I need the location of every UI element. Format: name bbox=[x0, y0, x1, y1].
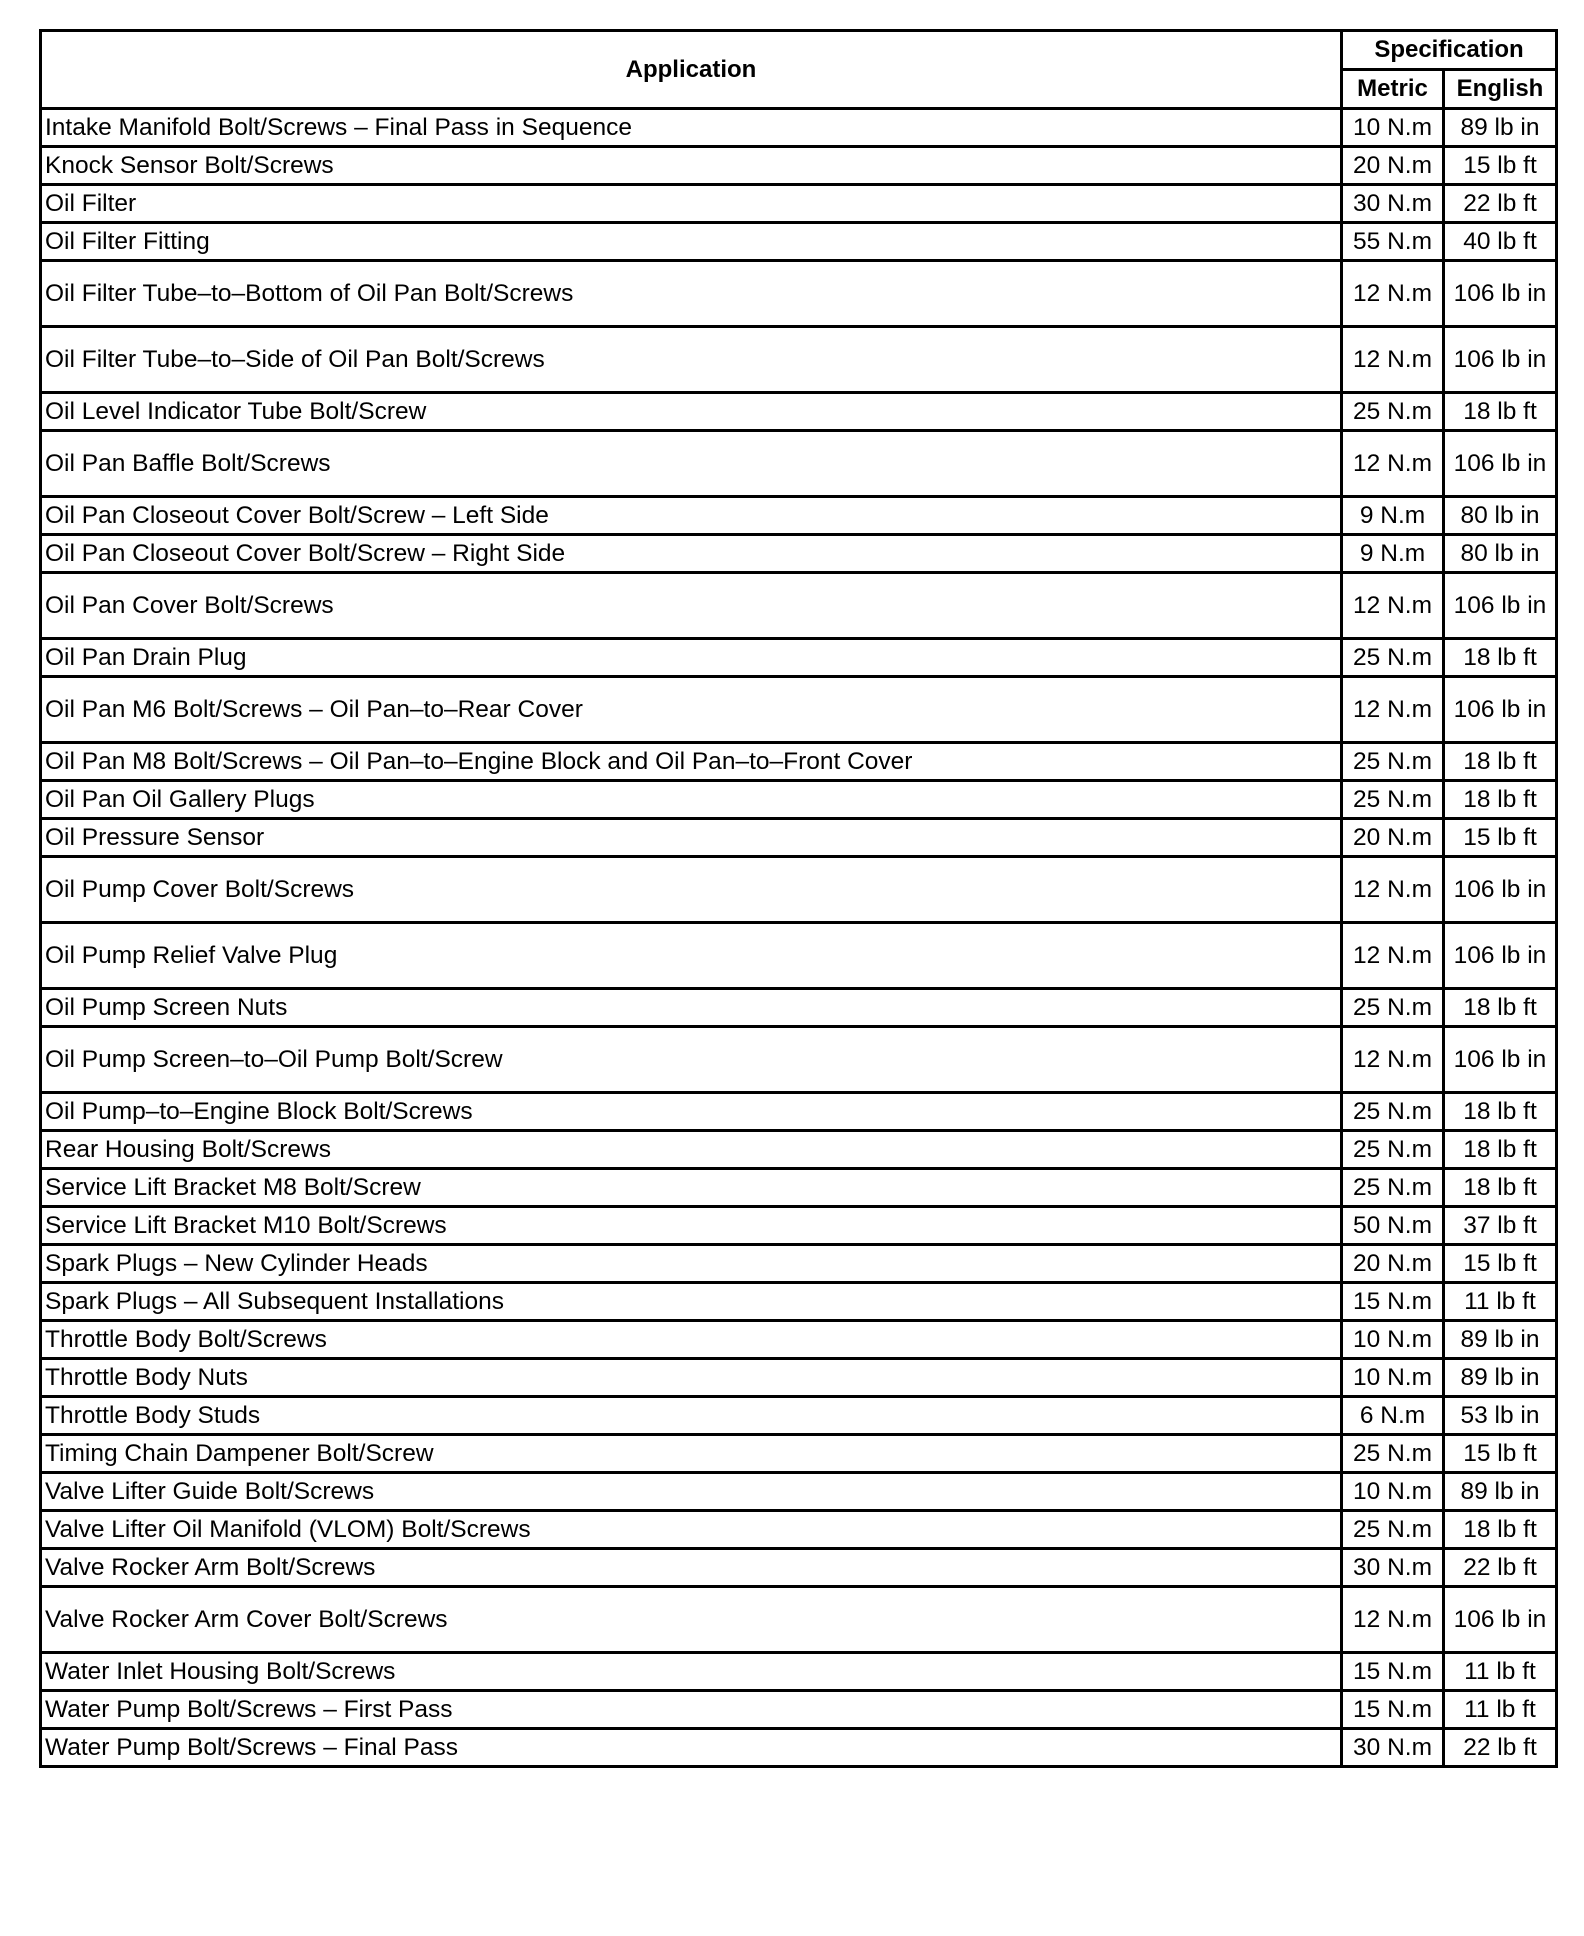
header-application: Application bbox=[41, 31, 1342, 109]
table-row bbox=[41, 109, 1557, 147]
application-cell: Timing Chain Dampener Bolt/Screw bbox=[41, 1435, 1342, 1473]
english-cell: 89 lb in bbox=[1444, 109, 1557, 147]
english-cell: 80 lb in bbox=[1444, 535, 1557, 573]
metric-cell: 25 N.m bbox=[1342, 989, 1444, 1027]
table-body bbox=[41, 109, 1557, 1767]
metric-cell: 15 N.m bbox=[1342, 1653, 1444, 1691]
table-row bbox=[41, 1729, 1557, 1767]
metric-cell: 25 N.m bbox=[1342, 781, 1444, 819]
english-cell: 18 lb ft bbox=[1444, 1093, 1557, 1131]
table-row bbox=[41, 1653, 1557, 1691]
english-cell: 15 lb ft bbox=[1444, 1245, 1557, 1283]
header-english: English bbox=[1444, 70, 1557, 109]
english-cell: 22 lb ft bbox=[1444, 185, 1557, 223]
table-row bbox=[41, 743, 1557, 781]
metric-cell: 20 N.m bbox=[1342, 819, 1444, 857]
table-row bbox=[41, 1131, 1557, 1169]
english-cell: 22 lb ft bbox=[1444, 1729, 1557, 1767]
table-row bbox=[41, 639, 1557, 677]
table-row bbox=[41, 819, 1557, 857]
english-cell: 106 lb in bbox=[1444, 431, 1557, 497]
english-cell: 89 lb in bbox=[1444, 1473, 1557, 1511]
application-cell: Oil Pan M6 Bolt/Screws – Oil Pan–to–Rear Cover bbox=[41, 677, 1342, 743]
english-cell: 18 lb ft bbox=[1444, 743, 1557, 781]
metric-cell: 25 N.m bbox=[1342, 1511, 1444, 1549]
english-cell: 11 lb ft bbox=[1444, 1691, 1557, 1729]
application-cell: Oil Pump Relief Valve Plug bbox=[41, 923, 1342, 989]
english-cell: 18 lb ft bbox=[1444, 393, 1557, 431]
application-cell: Oil Pan Oil Gallery Plugs bbox=[41, 781, 1342, 819]
metric-cell: 10 N.m bbox=[1342, 1359, 1444, 1397]
application-cell: Spark Plugs – New Cylinder Heads bbox=[41, 1245, 1342, 1283]
metric-cell: 12 N.m bbox=[1342, 431, 1444, 497]
metric-cell: 12 N.m bbox=[1342, 857, 1444, 923]
table-row bbox=[41, 393, 1557, 431]
table-row bbox=[41, 857, 1557, 923]
metric-cell: 12 N.m bbox=[1342, 327, 1444, 393]
application-cell: Oil Pressure Sensor bbox=[41, 819, 1342, 857]
table-row bbox=[41, 223, 1557, 261]
table-row bbox=[41, 989, 1557, 1027]
application-cell: Oil Pan Closeout Cover Bolt/Screw – Right Side bbox=[41, 535, 1342, 573]
application-cell: Oil Filter bbox=[41, 185, 1342, 223]
table-row bbox=[41, 1359, 1557, 1397]
english-cell: 89 lb in bbox=[1444, 1321, 1557, 1359]
table-row bbox=[41, 327, 1557, 393]
table-row bbox=[41, 1549, 1557, 1587]
application-cell: Oil Pan M8 Bolt/Screws – Oil Pan–to–Engine Block and Oil Pan–to–Front Cover bbox=[41, 743, 1342, 781]
english-cell: 106 lb in bbox=[1444, 261, 1557, 327]
table-row bbox=[41, 923, 1557, 989]
metric-cell: 6 N.m bbox=[1342, 1397, 1444, 1435]
metric-cell: 25 N.m bbox=[1342, 1169, 1444, 1207]
english-cell: 18 lb ft bbox=[1444, 989, 1557, 1027]
metric-cell: 15 N.m bbox=[1342, 1691, 1444, 1729]
table-row bbox=[41, 1691, 1557, 1729]
table-row bbox=[41, 1245, 1557, 1283]
english-cell: 106 lb in bbox=[1444, 677, 1557, 743]
application-cell: Oil Pump Cover Bolt/Screws bbox=[41, 857, 1342, 923]
application-cell: Oil Filter Tube–to–Side of Oil Pan Bolt/Screws bbox=[41, 327, 1342, 393]
table-row bbox=[41, 147, 1557, 185]
application-cell: Service Lift Bracket M8 Bolt/Screw bbox=[41, 1169, 1342, 1207]
table-row bbox=[41, 1473, 1557, 1511]
header-specification: Specification bbox=[1342, 31, 1557, 70]
application-cell: Oil Level Indicator Tube Bolt/Screw bbox=[41, 393, 1342, 431]
application-cell: Spark Plugs – All Subsequent Installations bbox=[41, 1283, 1342, 1321]
metric-cell: 30 N.m bbox=[1342, 1729, 1444, 1767]
english-cell: 106 lb in bbox=[1444, 1587, 1557, 1653]
table-row bbox=[41, 1093, 1557, 1131]
table-row bbox=[41, 1321, 1557, 1359]
english-cell: 53 lb in bbox=[1444, 1397, 1557, 1435]
application-cell: Rear Housing Bolt/Screws bbox=[41, 1131, 1342, 1169]
table-row bbox=[41, 497, 1557, 535]
application-cell: Valve Lifter Guide Bolt/Screws bbox=[41, 1473, 1342, 1511]
table-row bbox=[41, 781, 1557, 819]
application-cell: Oil Filter Tube–to–Bottom of Oil Pan Bolt/Screws bbox=[41, 261, 1342, 327]
table-row bbox=[41, 535, 1557, 573]
application-cell: Oil Pump Screen–to–Oil Pump Bolt/Screw bbox=[41, 1027, 1342, 1093]
metric-cell: 30 N.m bbox=[1342, 185, 1444, 223]
metric-cell: 12 N.m bbox=[1342, 923, 1444, 989]
torque-spec-table bbox=[39, 29, 1558, 1768]
application-cell: Throttle Body Bolt/Screws bbox=[41, 1321, 1342, 1359]
metric-cell: 10 N.m bbox=[1342, 1321, 1444, 1359]
application-cell: Oil Pump Screen Nuts bbox=[41, 989, 1342, 1027]
table-row bbox=[41, 1283, 1557, 1321]
english-cell: 18 lb ft bbox=[1444, 1169, 1557, 1207]
metric-cell: 10 N.m bbox=[1342, 109, 1444, 147]
application-cell: Valve Rocker Arm Cover Bolt/Screws bbox=[41, 1587, 1342, 1653]
application-cell: Oil Pan Closeout Cover Bolt/Screw – Left Side bbox=[41, 497, 1342, 535]
english-cell: 15 lb ft bbox=[1444, 1435, 1557, 1473]
table-header bbox=[41, 31, 1557, 109]
application-cell: Water Inlet Housing Bolt/Screws bbox=[41, 1653, 1342, 1691]
metric-cell: 25 N.m bbox=[1342, 393, 1444, 431]
metric-cell: 20 N.m bbox=[1342, 147, 1444, 185]
table-row bbox=[41, 431, 1557, 497]
english-cell: 18 lb ft bbox=[1444, 781, 1557, 819]
metric-cell: 20 N.m bbox=[1342, 1245, 1444, 1283]
table-row bbox=[41, 1027, 1557, 1093]
metric-cell: 12 N.m bbox=[1342, 1027, 1444, 1093]
english-cell: 15 lb ft bbox=[1444, 819, 1557, 857]
table-row bbox=[41, 1397, 1557, 1435]
english-cell: 106 lb in bbox=[1444, 857, 1557, 923]
english-cell: 11 lb ft bbox=[1444, 1653, 1557, 1691]
metric-cell: 55 N.m bbox=[1342, 223, 1444, 261]
table-row bbox=[41, 1169, 1557, 1207]
metric-cell: 12 N.m bbox=[1342, 573, 1444, 639]
english-cell: 11 lb ft bbox=[1444, 1283, 1557, 1321]
english-cell: 18 lb ft bbox=[1444, 1131, 1557, 1169]
metric-cell: 25 N.m bbox=[1342, 639, 1444, 677]
english-cell: 37 lb ft bbox=[1444, 1207, 1557, 1245]
english-cell: 106 lb in bbox=[1444, 1027, 1557, 1093]
metric-cell: 25 N.m bbox=[1342, 1093, 1444, 1131]
metric-cell: 25 N.m bbox=[1342, 743, 1444, 781]
english-cell: 40 lb ft bbox=[1444, 223, 1557, 261]
application-cell: Throttle Body Nuts bbox=[41, 1359, 1342, 1397]
metric-cell: 50 N.m bbox=[1342, 1207, 1444, 1245]
application-cell: Water Pump Bolt/Screws – First Pass bbox=[41, 1691, 1342, 1729]
metric-cell: 9 N.m bbox=[1342, 535, 1444, 573]
table-row bbox=[41, 261, 1557, 327]
metric-cell: 15 N.m bbox=[1342, 1283, 1444, 1321]
metric-cell: 10 N.m bbox=[1342, 1473, 1444, 1511]
application-cell: Valve Rocker Arm Bolt/Screws bbox=[41, 1549, 1342, 1587]
application-cell: Water Pump Bolt/Screws – Final Pass bbox=[41, 1729, 1342, 1767]
metric-cell: 25 N.m bbox=[1342, 1435, 1444, 1473]
english-cell: 106 lb in bbox=[1444, 923, 1557, 989]
metric-cell: 12 N.m bbox=[1342, 677, 1444, 743]
table-row bbox=[41, 677, 1557, 743]
table-row bbox=[41, 185, 1557, 223]
english-cell: 22 lb ft bbox=[1444, 1549, 1557, 1587]
application-cell: Oil Pan Baffle Bolt/Screws bbox=[41, 431, 1342, 497]
metric-cell: 30 N.m bbox=[1342, 1549, 1444, 1587]
application-cell: Throttle Body Studs bbox=[41, 1397, 1342, 1435]
english-cell: 89 lb in bbox=[1444, 1359, 1557, 1397]
application-cell: Service Lift Bracket M10 Bolt/Screws bbox=[41, 1207, 1342, 1245]
table-row bbox=[41, 573, 1557, 639]
application-cell: Intake Manifold Bolt/Screws – Final Pass in Sequence bbox=[41, 109, 1342, 147]
table-row bbox=[41, 1207, 1557, 1245]
application-cell: Knock Sensor Bolt/Screws bbox=[41, 147, 1342, 185]
table-row bbox=[41, 1511, 1557, 1549]
application-cell: Valve Lifter Oil Manifold (VLOM) Bolt/Screws bbox=[41, 1511, 1342, 1549]
application-cell: Oil Pan Cover Bolt/Screws bbox=[41, 573, 1342, 639]
application-cell: Oil Pan Drain Plug bbox=[41, 639, 1342, 677]
english-cell: 18 lb ft bbox=[1444, 1511, 1557, 1549]
table-row bbox=[41, 1587, 1557, 1653]
metric-cell: 12 N.m bbox=[1342, 261, 1444, 327]
english-cell: 106 lb in bbox=[1444, 327, 1557, 393]
metric-cell: 9 N.m bbox=[1342, 497, 1444, 535]
application-cell: Oil Pump–to–Engine Block Bolt/Screws bbox=[41, 1093, 1342, 1131]
header-metric: Metric bbox=[1342, 70, 1444, 109]
metric-cell: 25 N.m bbox=[1342, 1131, 1444, 1169]
english-cell: 15 lb ft bbox=[1444, 147, 1557, 185]
table-row bbox=[41, 1435, 1557, 1473]
english-cell: 80 lb in bbox=[1444, 497, 1557, 535]
metric-cell: 12 N.m bbox=[1342, 1587, 1444, 1653]
application-cell: Oil Filter Fitting bbox=[41, 223, 1342, 261]
english-cell: 106 lb in bbox=[1444, 573, 1557, 639]
english-cell: 18 lb ft bbox=[1444, 639, 1557, 677]
